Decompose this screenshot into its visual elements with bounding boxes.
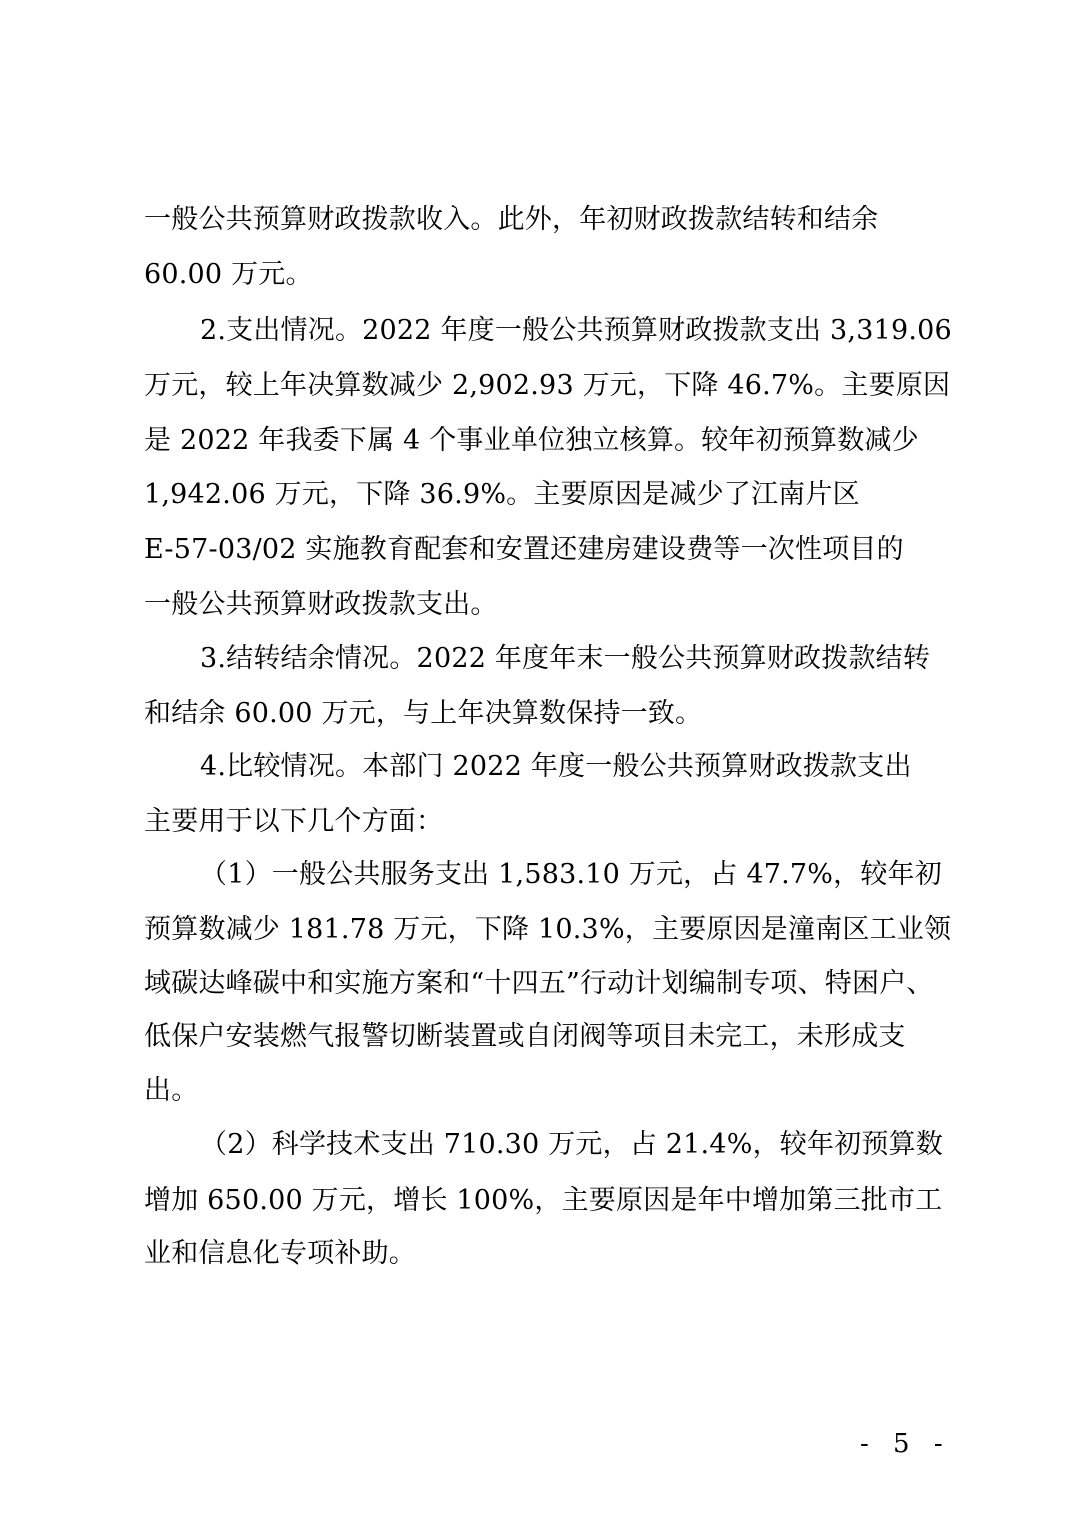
text-line: 出。 bbox=[144, 1075, 199, 1106]
text-line: 域碳达峰碳中和实施方案和“十四五”行动计划编制专项、特困户、 bbox=[144, 968, 934, 999]
text-line: 1,942.06 万元，下降 36.9%。主要原因是减少了江南片区 bbox=[144, 479, 860, 510]
text-line: 3.结转结余情况。2022 年度年末一般公共预算财政拨款结转 bbox=[200, 643, 931, 674]
text-line: 4.比较情况。本部门 2022 年度一般公共预算财政拨款支出 bbox=[200, 751, 912, 782]
text-line: 一般公共预算财政拨款收入。此外，年初财政拨款结转和结余 bbox=[144, 204, 879, 235]
text-line: 一般公共预算财政拨款支出。 bbox=[144, 589, 498, 620]
text-line: 低保户安装燃气报警切断装置或自闭阀等项目未完工，未形成支 bbox=[144, 1021, 906, 1052]
text-line: E-57-03/02 实施教育配套和安置还建房建设费等一次性项目的 bbox=[144, 534, 904, 565]
text-line: 主要用于以下几个方面： bbox=[144, 806, 444, 837]
text-line: 2.支出情况。2022 年度一般公共预算财政拨款支出 3,319.06 bbox=[200, 315, 952, 346]
text-line: 增加 650.00 万元，增长 100%，主要原因是年中增加第三批市工 bbox=[144, 1185, 943, 1216]
text-line: 和结余 60.00 万元，与上年决算数保持一致。 bbox=[144, 698, 703, 729]
text-line: 60.00 万元。 bbox=[144, 259, 313, 290]
text-line: 是 2022 年我委下属 4 个事业单位独立核算。较年初预算数减少 bbox=[144, 425, 919, 456]
text-line: （1）一般公共服务支出 1,583.10 万元，占 47.7%，较年初 bbox=[200, 859, 942, 890]
text-line: 预算数减少 181.78 万元，下降 10.3%，主要原因是潼南区工业领 bbox=[144, 914, 952, 945]
text-line: 万元，较上年决算数减少 2,902.93 万元，下降 46.7%。主要原因 bbox=[144, 370, 951, 401]
text-line: 业和信息化专项补助。 bbox=[144, 1238, 416, 1269]
text-line: （2）科学技术支出 710.30 万元，占 21.4%，较年初预算数 bbox=[200, 1129, 943, 1160]
page-number: - 5 - bbox=[860, 1429, 951, 1459]
